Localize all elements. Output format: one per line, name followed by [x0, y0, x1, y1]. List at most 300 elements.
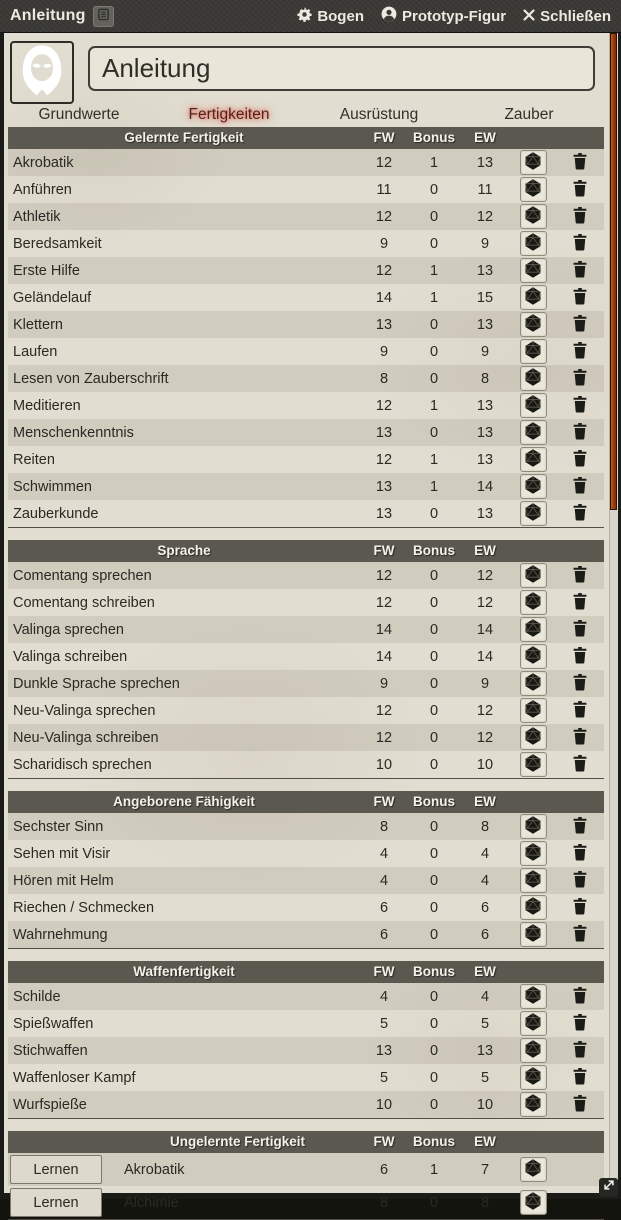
- table-body: [8, 813, 604, 948]
- delete-cell: [556, 341, 604, 363]
- trash-icon: [572, 341, 588, 362]
- skill-name: Schilde: [8, 989, 360, 1005]
- skill-fw-value: 13: [360, 317, 408, 333]
- column-header-bonus: Bonus: [408, 1131, 460, 1153]
- d20-dice-icon: [523, 394, 543, 417]
- skill-bonus-value: 0: [408, 1016, 460, 1032]
- column-header-ew: EW: [460, 1131, 510, 1153]
- delete-skill-button[interactable]: [570, 476, 590, 498]
- hooded-figure-icon: [14, 42, 70, 103]
- character-name-input[interactable]: [88, 46, 595, 91]
- delete-cell: [556, 646, 604, 668]
- skill-row: [8, 1010, 604, 1037]
- skill-fw-value: 13: [360, 425, 408, 441]
- d20-dice-icon: [523, 475, 543, 498]
- roll-dice-button[interactable]: [520, 1065, 547, 1090]
- roll-dice-button[interactable]: [520, 841, 547, 866]
- skill-row: [8, 257, 604, 284]
- roll-dice-button[interactable]: [520, 420, 547, 445]
- delete-skill-button[interactable]: [570, 1094, 590, 1116]
- roll-dice-button[interactable]: [520, 1011, 547, 1036]
- d20-dice-icon: [523, 151, 543, 174]
- trash-icon: [572, 260, 588, 281]
- delete-skill-button[interactable]: [570, 870, 590, 892]
- delete-cell: [556, 1067, 604, 1089]
- sheet-header: [4, 33, 618, 127]
- learn-skill-button[interactable]: Lernen: [10, 1155, 102, 1184]
- roll-dice-button[interactable]: [520, 312, 547, 337]
- d20-dice-icon: [523, 842, 543, 865]
- roll-dice-button[interactable]: [520, 590, 547, 615]
- delete-skill-button[interactable]: [570, 646, 590, 668]
- trash-icon: [572, 233, 588, 254]
- tab-ausruestung[interactable]: Ausrüstung: [304, 103, 454, 127]
- unlearned-skill-row: [8, 1153, 604, 1186]
- delete-skill-button[interactable]: [570, 924, 590, 946]
- delete-cell: [556, 727, 604, 749]
- delete-skill-button[interactable]: [570, 368, 590, 390]
- roll-cell: [510, 563, 556, 588]
- skill-row: [8, 230, 604, 257]
- column-header-ew: EW: [460, 791, 510, 813]
- roll-dice-button[interactable]: [520, 752, 547, 777]
- delete-cell: [556, 565, 604, 587]
- skill-bonus-value: 0: [408, 344, 460, 360]
- titlebar-actions: [280, 6, 611, 26]
- vertical-scrollbar[interactable]: [609, 33, 618, 1193]
- skill-fw-value: 12: [360, 703, 408, 719]
- gear-icon: [297, 7, 312, 26]
- delete-skill-button[interactable]: [570, 206, 590, 228]
- roll-dice-button[interactable]: [520, 698, 547, 723]
- d20-dice-icon: [523, 1039, 543, 1062]
- skill-ew-value: 13: [460, 425, 510, 441]
- delete-skill-button[interactable]: [570, 503, 590, 525]
- skill-tables: [4, 127, 618, 1220]
- skill-fw-value: 13: [360, 1043, 408, 1059]
- d20-dice-icon: [523, 869, 543, 892]
- roll-cell: [510, 474, 556, 499]
- skill-name: Geländelauf: [8, 290, 360, 306]
- trash-icon: [572, 287, 588, 308]
- roll-dice-button[interactable]: [520, 1157, 547, 1182]
- tab-zauber[interactable]: Zauber: [454, 103, 604, 127]
- skill-fw-value: 13: [360, 479, 408, 495]
- roll-cell: [510, 420, 556, 445]
- skill-name: Menschenkenntnis: [8, 425, 360, 441]
- close-icon: [523, 8, 535, 25]
- trash-icon: [572, 449, 588, 470]
- skill-name: Scharidisch sprechen: [8, 757, 360, 773]
- table-title: Gelernte Fertigkeit: [8, 127, 360, 149]
- delete-cell: [556, 503, 604, 525]
- delete-skill-button[interactable]: [570, 754, 590, 776]
- skill-fw-value: 12: [360, 595, 408, 611]
- skill-ew-value: 12: [460, 595, 510, 611]
- d20-dice-icon: [523, 1158, 543, 1181]
- header-spacer: [8, 1131, 115, 1153]
- table-title: Ungelernte Fertigkeit: [115, 1131, 360, 1153]
- close-button[interactable]: [523, 8, 611, 25]
- trash-icon: [572, 206, 588, 227]
- d20-dice-icon: [523, 340, 543, 363]
- d20-dice-icon: [523, 699, 543, 722]
- d20-dice-icon: [523, 205, 543, 228]
- skill-row: [8, 1091, 604, 1118]
- roll-dice-button[interactable]: [520, 339, 547, 364]
- skill-row: [8, 1064, 604, 1091]
- roll-dice-button[interactable]: [520, 644, 547, 669]
- delete-skill-button[interactable]: [570, 592, 590, 614]
- skill-bonus-value: 1: [408, 290, 460, 306]
- roll-dice-button[interactable]: [520, 984, 547, 1009]
- skill-fw-value: 9: [360, 236, 408, 252]
- d20-dice-icon: [523, 1012, 543, 1035]
- delete-skill-button[interactable]: [570, 843, 590, 865]
- roll-dice-button[interactable]: [520, 1092, 547, 1117]
- delete-cell: [556, 422, 604, 444]
- delete-cell: [556, 368, 604, 390]
- roll-dice-button[interactable]: [520, 814, 547, 839]
- book-button[interactable]: [93, 6, 114, 27]
- roll-dice-button[interactable]: [520, 366, 547, 391]
- d20-dice-icon: [523, 564, 543, 587]
- skill-fw-value: 12: [360, 155, 408, 171]
- skill-table: [8, 961, 604, 1119]
- roll-cell: [510, 590, 556, 615]
- delete-skill-button[interactable]: [570, 700, 590, 722]
- delete-skill-button[interactable]: [570, 152, 590, 174]
- skill-row: [8, 1037, 604, 1064]
- roll-cell: [510, 231, 556, 256]
- delete-cell: [556, 924, 604, 946]
- skill-name: Beredsamkeit: [8, 236, 360, 252]
- skill-ew-value: 6: [460, 927, 510, 943]
- roll-cell: [510, 1011, 556, 1036]
- column-header-ew: EW: [460, 127, 510, 149]
- delete-skill-button[interactable]: [570, 727, 590, 749]
- delete-cell: [556, 754, 604, 776]
- roll-cell: [510, 1092, 556, 1117]
- roll-dice-button[interactable]: [520, 177, 547, 202]
- skill-fw-value: 14: [360, 622, 408, 638]
- skill-fw-value: 10: [360, 757, 408, 773]
- roll-dice-button[interactable]: [520, 922, 547, 947]
- delete-skill-button[interactable]: [570, 1067, 590, 1089]
- skill-bonus-value: 0: [408, 703, 460, 719]
- table-title: Sprache: [8, 540, 360, 562]
- skill-name: Sehen mit Visir: [8, 846, 360, 862]
- skill-ew-value: 9: [460, 344, 510, 360]
- skill-fw-value: 12: [360, 730, 408, 746]
- skill-row: [8, 446, 604, 473]
- skill-name: Athletik: [8, 209, 360, 225]
- skill-fw-value: 14: [360, 290, 408, 306]
- trash-icon: [572, 1013, 588, 1034]
- roll-dice-button[interactable]: [520, 563, 547, 588]
- skill-name: Anführen: [8, 182, 360, 198]
- skill-row: [8, 724, 604, 751]
- skill-table: [8, 791, 604, 949]
- trash-icon: [572, 986, 588, 1007]
- table-header: [8, 540, 604, 562]
- delete-skill-button[interactable]: [570, 395, 590, 417]
- trash-icon: [572, 1094, 588, 1115]
- skill-row: [8, 203, 604, 230]
- delete-skill-button[interactable]: [570, 233, 590, 255]
- roll-cell: [510, 671, 556, 696]
- delete-skill-button[interactable]: [570, 341, 590, 363]
- d20-dice-icon: [523, 923, 543, 946]
- trash-icon: [572, 870, 588, 891]
- prototype-token-button[interactable]: [381, 6, 506, 26]
- skill-bonus-value: 0: [408, 757, 460, 773]
- skill-ew-value: 10: [460, 1097, 510, 1113]
- d20-dice-icon: [523, 367, 543, 390]
- skill-fw-value: 12: [360, 398, 408, 414]
- roll-dice-button[interactable]: [520, 501, 547, 526]
- roll-cell: [510, 339, 556, 364]
- table-body: [8, 149, 604, 527]
- character-avatar[interactable]: [10, 41, 74, 104]
- delete-cell: [556, 870, 604, 892]
- person-icon: [381, 6, 397, 26]
- skill-bonus-value: 0: [408, 425, 460, 441]
- tab-fertigkeiten[interactable]: Fertigkeiten: [154, 103, 304, 127]
- window-resize-handle[interactable]: [599, 1178, 618, 1197]
- roll-dice-button[interactable]: [520, 231, 547, 256]
- roll-dice-button[interactable]: [520, 447, 547, 472]
- roll-cell: [510, 258, 556, 283]
- roll-cell: [510, 447, 556, 472]
- roll-cell: [510, 922, 556, 947]
- roll-dice-button[interactable]: [520, 671, 547, 696]
- skill-fw-value: 6: [360, 927, 408, 943]
- skill-bonus-value: 0: [408, 649, 460, 665]
- d20-dice-icon: [523, 985, 543, 1008]
- delete-skill-button[interactable]: [570, 287, 590, 309]
- skill-fw-value: 4: [360, 989, 408, 1005]
- delete-cell: [556, 673, 604, 695]
- column-header-fw: FW: [360, 961, 408, 983]
- table-title: Angeborene Fähigkeit: [8, 791, 360, 813]
- delete-cell: [556, 260, 604, 282]
- scrollbar-thumb[interactable]: [610, 33, 617, 510]
- skill-name: Sechster Sinn: [8, 819, 360, 835]
- delete-skill-button[interactable]: [570, 565, 590, 587]
- skill-ew-value: 14: [460, 479, 510, 495]
- trash-icon: [572, 314, 588, 335]
- skill-ew-value: 5: [460, 1016, 510, 1032]
- d20-dice-icon: [523, 618, 543, 641]
- skill-bonus-value: 1: [408, 155, 460, 171]
- skill-ew-value: 13: [460, 317, 510, 333]
- delete-skill-button[interactable]: [570, 673, 590, 695]
- skill-name: Neu-Valinga sprechen: [8, 703, 360, 719]
- tab-grundwerte[interactable]: Grundwerte: [4, 103, 154, 127]
- trash-icon: [572, 700, 588, 721]
- delete-skill-button[interactable]: [570, 986, 590, 1008]
- skill-row: [8, 840, 604, 867]
- skill-row: [8, 751, 604, 778]
- skill-table: [8, 127, 604, 528]
- skill-row: [8, 284, 604, 311]
- skill-bonus-value: 0: [408, 819, 460, 835]
- roll-cell: [510, 1038, 556, 1063]
- roll-cell: [510, 644, 556, 669]
- table-header: [8, 127, 604, 149]
- delete-skill-button[interactable]: [570, 816, 590, 838]
- skill-bonus-value: 0: [408, 730, 460, 746]
- skill-name: Dunkle Sprache sprechen: [8, 676, 360, 692]
- trash-icon: [572, 673, 588, 694]
- book-icon: [97, 8, 110, 24]
- skill-ew-value: 8: [460, 371, 510, 387]
- skill-fw-value: 12: [360, 209, 408, 225]
- roll-cell: [510, 204, 556, 229]
- skill-bonus-value: 1: [408, 479, 460, 495]
- skill-fw-value: 11: [360, 182, 408, 198]
- skill-fw-value: 9: [360, 676, 408, 692]
- column-header-bonus: Bonus: [408, 540, 460, 562]
- trash-icon: [572, 422, 588, 443]
- roll-dice-button[interactable]: [520, 725, 547, 750]
- trash-icon: [572, 727, 588, 748]
- skill-name: Klettern: [8, 317, 360, 333]
- d20-dice-icon: [523, 232, 543, 255]
- skill-row: [8, 643, 604, 670]
- roll-cell: [510, 868, 556, 893]
- skill-name: Schwimmen: [8, 479, 360, 495]
- delete-cell: [556, 179, 604, 201]
- skill-fw-value: 8: [360, 1195, 408, 1211]
- delete-skill-button[interactable]: [570, 1040, 590, 1062]
- skill-ew-value: 7: [460, 1162, 510, 1178]
- trash-icon: [572, 924, 588, 945]
- skill-ew-value: 8: [460, 819, 510, 835]
- d20-dice-icon: [523, 286, 543, 309]
- skill-row: [8, 419, 604, 446]
- delete-cell: [556, 233, 604, 255]
- delete-cell: [556, 449, 604, 471]
- roll-dice-button[interactable]: [520, 868, 547, 893]
- sheet-tabs: [4, 103, 604, 127]
- roll-dice-button[interactable]: [520, 285, 547, 310]
- d20-dice-icon: [523, 672, 543, 695]
- delete-skill-button[interactable]: [570, 449, 590, 471]
- sheet-config-label: Bogen: [317, 8, 364, 25]
- roll-dice-button[interactable]: [520, 474, 547, 499]
- roll-cell: [510, 312, 556, 337]
- sheet-config-button[interactable]: [297, 7, 364, 26]
- d20-dice-icon: [523, 1191, 543, 1214]
- roll-dice-button[interactable]: [520, 617, 547, 642]
- skill-row: [8, 813, 604, 840]
- skill-bonus-value: 0: [408, 371, 460, 387]
- delete-cell: [556, 1094, 604, 1116]
- skill-bonus-value: 0: [408, 622, 460, 638]
- skill-bonus-value: 0: [408, 846, 460, 862]
- roll-cell: [510, 617, 556, 642]
- skill-bonus-value: 0: [408, 927, 460, 943]
- d20-dice-icon: [523, 645, 543, 668]
- skill-ew-value: 4: [460, 846, 510, 862]
- roll-cell: [510, 814, 556, 839]
- roll-dice-button[interactable]: [520, 393, 547, 418]
- delete-skill-button[interactable]: [570, 314, 590, 336]
- skill-name: Waffenloser Kampf: [8, 1070, 360, 1086]
- skill-ew-value: 14: [460, 622, 510, 638]
- skill-bonus-value: 0: [408, 236, 460, 252]
- skill-fw-value: 5: [360, 1016, 408, 1032]
- learn-skill-button[interactable]: Lernen: [10, 1188, 102, 1217]
- trash-icon: [572, 816, 588, 837]
- roll-dice-button[interactable]: [520, 150, 547, 175]
- delete-cell: [556, 843, 604, 865]
- delete-skill-button[interactable]: [570, 260, 590, 282]
- table-header: [8, 791, 604, 813]
- roll-cell: [510, 984, 556, 1009]
- skill-ew-value: 15: [460, 290, 510, 306]
- delete-cell: [556, 592, 604, 614]
- d20-dice-icon: [523, 1093, 543, 1116]
- resize-handle-icon: [602, 1178, 616, 1197]
- roll-dice-button[interactable]: [520, 204, 547, 229]
- delete-cell: [556, 395, 604, 417]
- roll-dice-button[interactable]: [520, 258, 547, 283]
- skill-bonus-value: 1: [408, 398, 460, 414]
- skill-fw-value: 12: [360, 568, 408, 584]
- skill-row: [8, 365, 604, 392]
- delete-cell: [556, 700, 604, 722]
- skill-ew-value: 4: [460, 989, 510, 1005]
- d20-dice-icon: [523, 1066, 543, 1089]
- skill-row: [8, 894, 604, 921]
- roll-dice-button[interactable]: [520, 895, 547, 920]
- skill-ew-value: 6: [460, 900, 510, 916]
- trash-icon: [572, 754, 588, 775]
- delete-cell: [556, 152, 604, 174]
- skill-row: [8, 338, 604, 365]
- skill-row: [8, 176, 604, 203]
- skill-ew-value: 12: [460, 730, 510, 746]
- skill-row: [8, 311, 604, 338]
- delete-cell: [556, 206, 604, 228]
- roll-dice-button[interactable]: [520, 1190, 547, 1215]
- delete-skill-button[interactable]: [570, 422, 590, 444]
- skill-bonus-value: 0: [408, 1070, 460, 1086]
- skill-bonus-value: 0: [408, 873, 460, 889]
- delete-skill-button[interactable]: [570, 1013, 590, 1035]
- trash-icon: [572, 1040, 588, 1061]
- skill-row: [8, 149, 604, 176]
- roll-dice-button[interactable]: [520, 1038, 547, 1063]
- delete-skill-button[interactable]: [570, 179, 590, 201]
- delete-skill-button[interactable]: [570, 897, 590, 919]
- skill-row: [8, 473, 604, 500]
- delete-skill-button[interactable]: [570, 619, 590, 641]
- skill-fw-value: 10: [360, 1097, 408, 1113]
- skill-name: Hören mit Helm: [8, 873, 360, 889]
- learn-cell: [8, 1188, 115, 1217]
- skill-bonus-value: 0: [408, 209, 460, 225]
- skill-row: [8, 392, 604, 419]
- roll-cell: [510, 1065, 556, 1090]
- roll-cell: [510, 285, 556, 310]
- trash-icon: [572, 152, 588, 173]
- roll-cell: [510, 895, 556, 920]
- skill-fw-value: 8: [360, 371, 408, 387]
